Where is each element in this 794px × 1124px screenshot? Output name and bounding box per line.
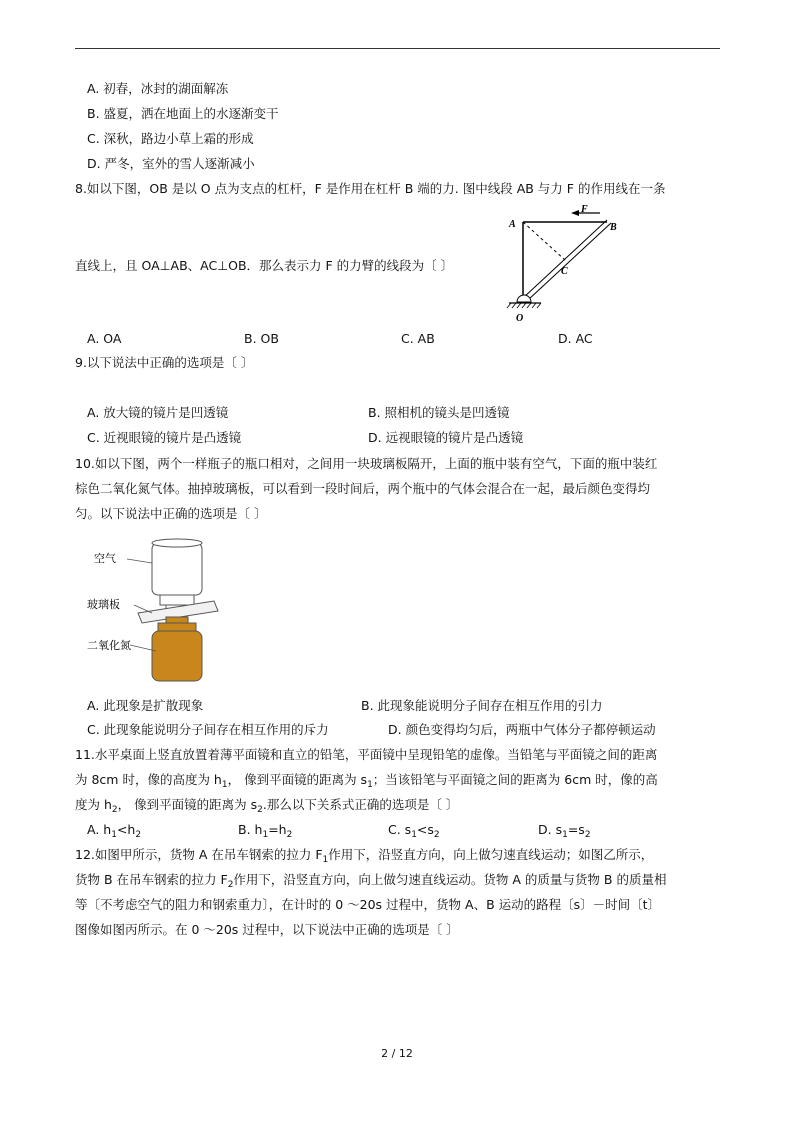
q8-option-d: D. AC [558,331,593,346]
q8-option-c: C. AB [401,331,435,346]
force-arrowhead [571,210,579,216]
q8-option-b: B. OB [244,331,279,346]
q10-option-d: D. 颜色变得均匀后，两瓶中气体分子都停顿运动 [388,722,656,737]
pivot [517,295,531,302]
q9-option-c: C. 近视眼镜的镜片是凸透镜 [87,430,242,445]
label-glass: 玻璃板 [87,598,120,611]
q12-stem-line4: 图像如图丙所示。在 0 ～20s 过程中，以下说法中正确的选项是〔 〕 [75,922,459,937]
q9-option-a: A. 放大镜的镜片是凹透镜 [87,405,229,420]
q11-stem-line2: 为 8cm 时，像的高度为 $h_1$， 像到平面镜的距离为 $s_1$；当该铅笔与平面镜之间的距离为 6cm 时，像的高 [75,772,658,790]
no2-bottle [152,631,202,681]
q9-option-b: B. 照相机的镜头是凹透镜 [368,405,510,420]
q10-option-b: B. 此现象能说明分子间存在相互作用的引力 [361,698,603,713]
label-c: C [561,266,568,277]
q7-option-b: B. 盛夏，洒在地面上的水逐渐变干 [87,106,279,121]
page-number: 2 / 12 [381,1047,413,1060]
label-b: B [610,222,617,233]
q12-stem-line2: 货物 B 在吊车钢索的拉力 $F_2$作用下，沿竖直方向，向上做匀速直线运动。货物 A 的质量与货物 B 的质量相 [75,872,667,890]
q11-option-d: D. $s_1=s_2$ [538,822,591,840]
label-f: F [581,204,588,215]
q10-stem-line1: 10.如以下图，两个一样瓶子的瓶口相对，之间用一块玻璃板隔开，上面的瓶中装有空气，下面的瓶中装红 [75,456,658,471]
label-air: 空气 [94,552,116,565]
q12-stem-line1: 12.如图甲所示，货物 A 在吊车钢索的拉力 $F_1$作用下，沿竖直方向，向上做匀速直线运动；如图乙所示， [75,847,654,865]
q11-stem-line3: 度为 $h_2$， 像到平面镜的距离为 $s_2$.那么以下关系式正确的选项是〔 〕 [75,797,459,815]
header-rule [75,48,720,49]
line-ac [523,222,565,260]
q11-option-c: C. $s_1<s_2$ [388,822,440,840]
q12-stem-line3: 等〔不考虑空气的阻力和钢索重力〕，在计时的 0 ～20s 过程中，货物 A、B 运动的路程〔s〕－时间〔t〕 [75,897,661,912]
q11-option-b: B. $h_1=h_2$ [238,822,293,840]
q10-stem-line3: 匀。以下说法中正确的选项是〔 〕 [75,506,267,521]
q8-stem-line1: 8.如以下图，OB 是以 O 点为支点的杠杆，F 是作用在杠杆 B 端的力. 图中线段 AB 与力 F 的作用线在一条 [75,181,666,196]
q10-option-c: C. 此现象能说明分子间存在相互作用的斥力 [87,722,329,737]
q8-stem-line2: 直线上，且 OA⊥AB、AC⊥OB．那么表示力 F 的力臂的线段为〔 〕 [75,258,454,273]
label-o: O [516,313,524,324]
air-bottle [152,543,202,595]
q9-stem: 9.以下说法中正确的选项是〔 〕 [75,355,254,370]
q8-option-a: A. OA [87,331,122,346]
q11-stem-line1: 11.水平桌面上竖直放置着薄平面镜和直立的铅笔，平面镜中呈现铅笔的虚像。当铅笔与平面镜之间的距离 [75,747,658,762]
q7-option-a: A. 初春，冰封的湖面解冻 [87,81,229,96]
label-a: A [509,219,516,230]
lever-ob-edge1 [523,220,607,298]
q10-stem-line2: 棕色二氧化氮气体。抽掉玻璃板，可以看到一段时间后，两个瓶中的气体会混合在一起，最后颜色变得均 [75,481,651,496]
q10-option-a: A. 此现象是扩散现象 [87,698,204,713]
lever-ob-edge2 [528,223,611,300]
lever-diagram [495,200,635,325]
label-no2: 二氧化氮 [87,639,131,652]
q9-option-d: D. 远视眼镜的镜片是凸透镜 [368,430,524,445]
q7-option-d: D. 严冬，室外的雪人逐渐减小 [87,156,255,171]
q7-option-c: C. 深秋，路边小草上霜的形成 [87,131,254,146]
gas-diffusion-diagram [82,535,222,685]
q11-option-a: A. $h_1<h_2$ [87,822,142,840]
